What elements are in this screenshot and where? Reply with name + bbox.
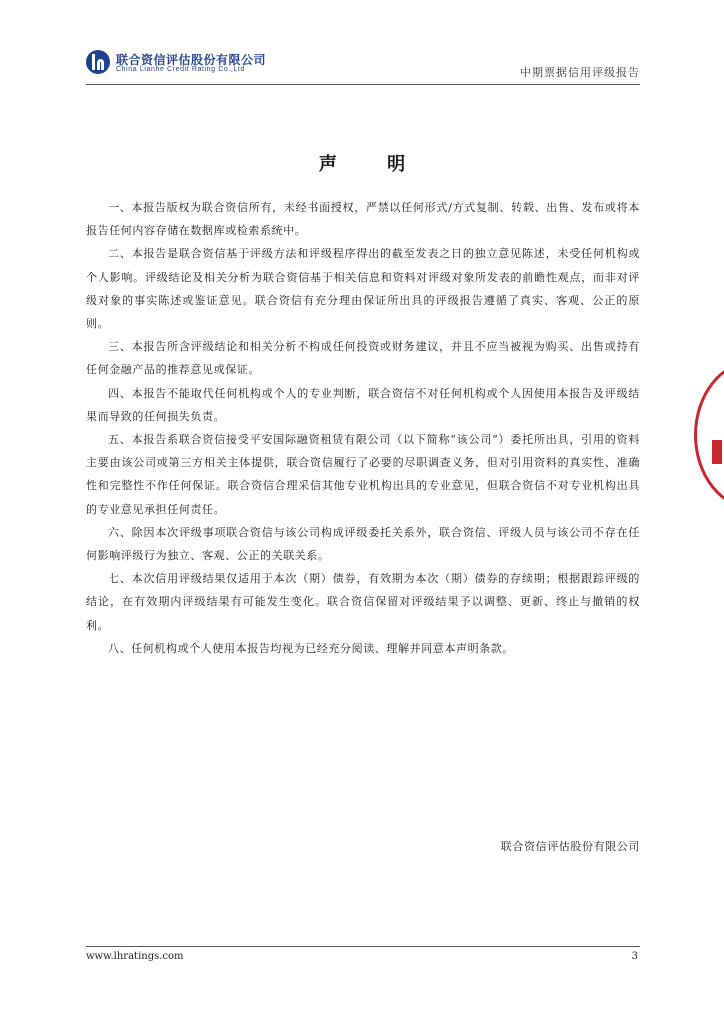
page-title: 声 明: [318, 154, 428, 175]
signature: 联合资信评估股份有限公司: [500, 840, 640, 853]
company-name-en: China Lianhe Credit Rating Co.,Ltd: [116, 66, 245, 73]
company-name-cn: 联合资信评估股份有限公司: [116, 53, 267, 67]
paragraph-8: 八、任何机构或个人使用本报告均视为已经充分阅读、理解并同意本声明条款。: [108, 641, 514, 655]
paragraph-5: 五、本报告系联合资信接受平安国际融资租赁有限公司（以下简称“该公司”）委托所出具，引用的资料主要由该公司或第三方相关主体提供，联合资信履行了必要的尽职调查义务，但对引用资料的真实性、准确性和完整性不作任何保证。联合资信合理采信其他专业机构出具的专业意见，但联合资信不对专业机构出具的专业意见承担任何责任。: [86, 433, 640, 516]
declaration-body: [86, 196, 640, 660]
seal-stamp-icon: [694, 360, 724, 510]
paragraph-6: 六、除因本次评级事项联合资信与该公司构成评级委托关系外，联合资信、评级人员与该公司不存在任何影响评级行为独立、客观、公正的关联关系。: [86, 525, 640, 563]
header-divider: [86, 84, 640, 85]
page-number: 3: [631, 951, 638, 962]
lianhe-logo-icon: [86, 50, 110, 74]
paragraph-1: 一、本报告版权为联合资信所有，未经书面授权，严禁以任何形式/方式复制、转载、出售、发布或将本报告任何内容存储在数据库或检索系统中。: [86, 201, 640, 238]
footer-url: www.lhratings.com: [86, 951, 184, 962]
page-header: [86, 48, 640, 82]
report-type: 中期票据信用评级报告: [520, 66, 640, 79]
paragraph-3: 三、本报告所含评级结论和相关分析不构成任何投资或财务建议，并且不应当被视为购买、出售或持有任何金融产品的推荐意见或保证。: [86, 340, 640, 377]
paragraph-2: 二、本报告是联合资信基于评级方法和评级程序得出的截至发表之日的独立意见陈述，未受任何机构或个人影响。评级结论及相关分析为联合资信基于相关信息和资料对评级对象所发表的前瞻性观点，而非对评级对象的事实陈述或鉴证意见。联合资信有充分理由保证所出具的评级报告遵循了真实、客观、公正的原则。: [86, 247, 640, 331]
paragraph-7: 七、本次信用评级结果仅适用于本次（期）债券，有效期为本次（期）债券的存续期；根据跟踪评级的结论，在有效期内评级结果有可能发生变化。联合资信保留对评级结果予以调整、更新、终止与撤销的权利。: [86, 572, 640, 632]
footer-divider: [86, 946, 640, 947]
seal-star-icon: [712, 440, 722, 464]
paragraph-4: 四、本报告不能取代任何机构或个人的专业判断，联合资信不对任何机构或个人因使用本报告及评级结果而导致的任何损失负责。: [86, 386, 640, 423]
